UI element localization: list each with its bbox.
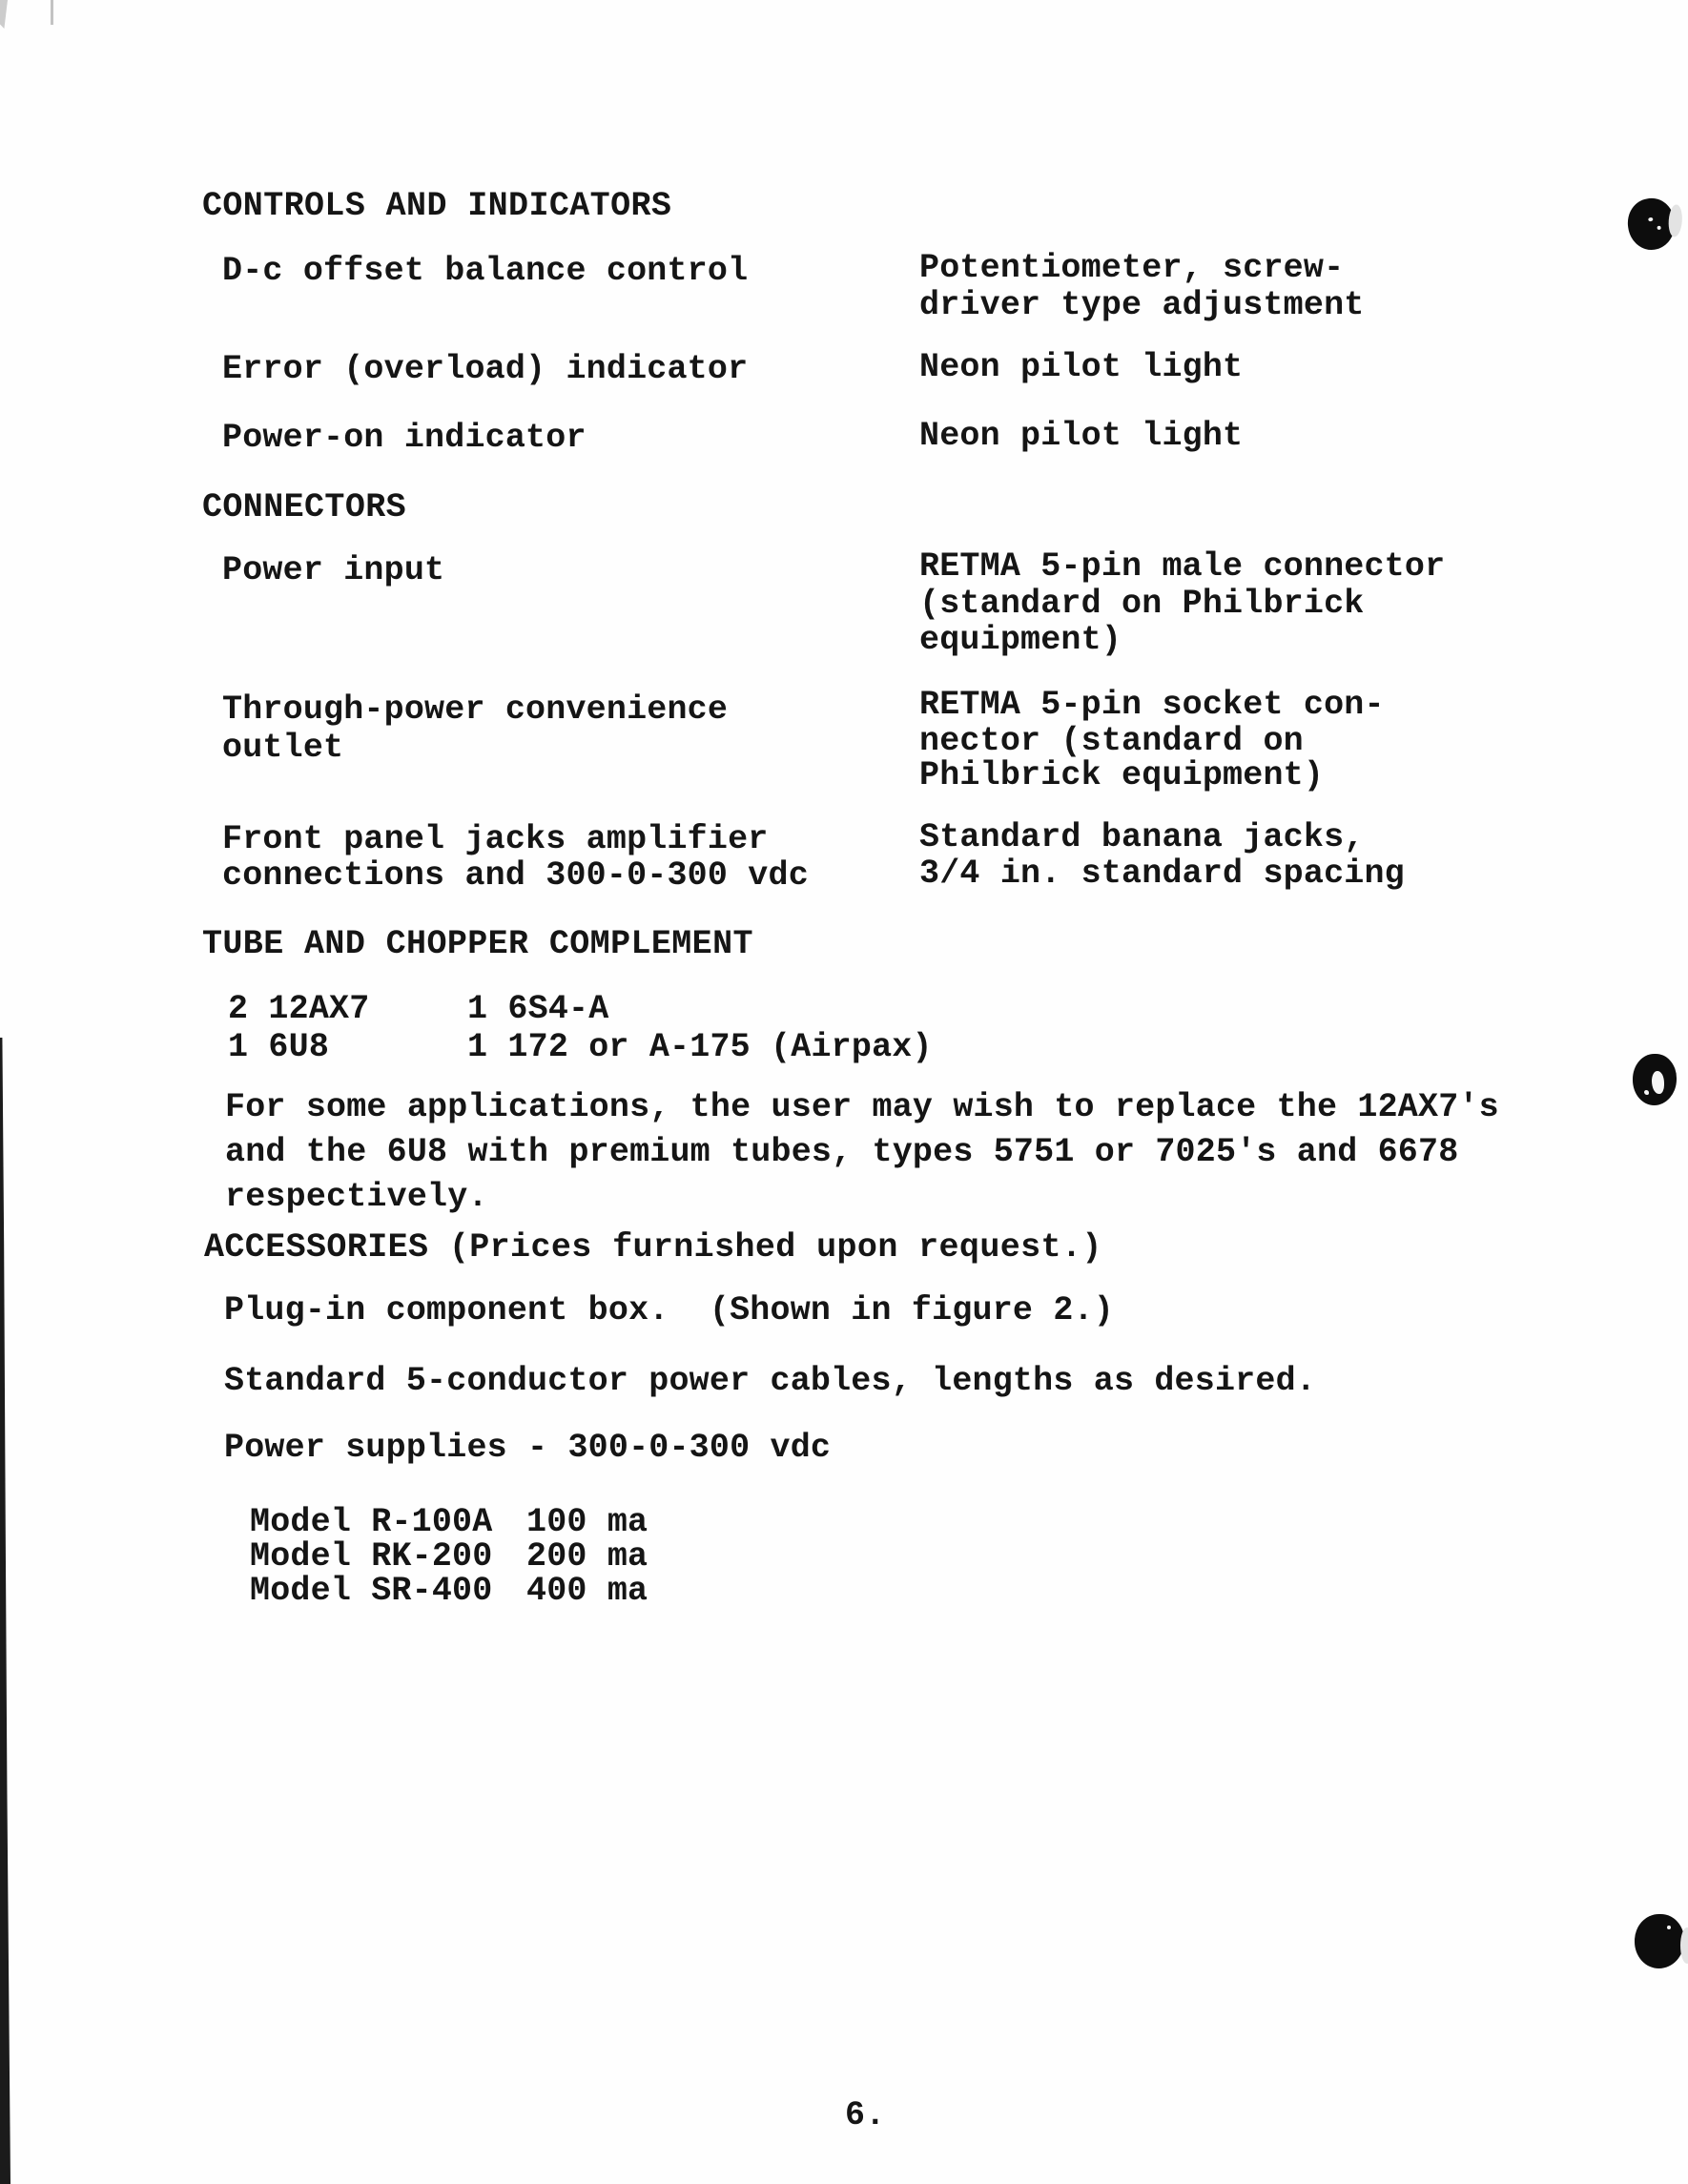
model-name: Model R-100A [250,1503,493,1541]
model-rating: 200 ma [526,1537,648,1576]
spec-description: Neon pilot light [919,417,1244,455]
spec-term: connections and 300-0-300 vdc [222,856,809,895]
note-line: respectively. [225,1178,488,1216]
spec-description: Standard banana jacks, [919,818,1365,856]
spec-description: nector (standard on [919,722,1304,760]
tube-item: 1 172 or A-175 (Airpax) [467,1028,933,1066]
scan-edge-artifact [0,1038,10,2184]
ink-blot-speck [1648,217,1654,222]
model-name: Model RK-200 [250,1537,493,1576]
section-heading-accessories: ACCESSORIES (Prices furnished upon request.) [204,1228,1102,1267]
tube-item: 1 6S4-A [467,990,609,1028]
ink-blot-speck [1657,226,1661,231]
ink-blot-artifact [1635,1914,1684,1968]
spec-description: Neon pilot light [919,348,1244,386]
ink-blot-halo [1680,1927,1688,1964]
section-heading-tubes: TUBE AND CHOPPER COMPLEMENT [202,925,753,963]
spec-description: 3/4 in. standard spacing [919,855,1405,893]
model-name: Model SR-400 [250,1572,493,1610]
spec-description: RETMA 5-pin male connector [919,547,1446,586]
spec-term: D-c offset balance control [222,252,749,290]
accessory-item: Power supplies - 300-0-300 vdc [224,1429,832,1467]
spec-description: driver type adjustment [919,286,1365,324]
tube-item: 2 12AX7 [228,990,370,1028]
note-line: For some applications, the user may wish to replace the 12AX7's [225,1088,1499,1126]
model-rating: 400 ma [526,1572,648,1610]
ink-blot-speck [1667,1926,1671,1929]
spec-term: Through-power convenience [222,690,729,729]
spec-description: (standard on Philbrick [919,585,1365,623]
ink-blot-speck [1652,1071,1664,1094]
section-heading-controls: CONTROLS AND INDICATORS [202,187,672,225]
ink-blot-halo [1668,204,1683,237]
ink-blot-artifact [1624,196,1678,253]
tube-item: 1 6U8 [228,1028,330,1066]
spec-description: RETMA 5-pin socket con- [919,686,1385,724]
accessory-item: Standard 5-conductor power cables, lengths as desired. [224,1362,1316,1400]
spec-description: Potentiometer, screw- [919,249,1345,287]
spec-term: outlet [222,729,344,767]
spec-term: Power input [222,551,445,589]
spec-description: Philbrick equipment) [919,756,1325,794]
note-line: and the 6U8 with premium tubes, types 5751 or 7025's and 6678 [225,1133,1459,1171]
ink-blot-artifact [1633,1054,1677,1105]
spec-term: Power-on indicator [222,419,587,457]
spec-term: Error (overload) indicator [222,350,749,388]
ink-blot-speck [1644,1090,1649,1095]
model-rating: 100 ma [526,1503,648,1541]
page-number: 6. [845,2096,886,2134]
scan-corner-artifact [51,0,53,25]
scan-corner-artifact [0,0,8,29]
spec-description: equipment) [919,621,1122,659]
spec-term: Front panel jacks amplifier [222,820,769,858]
accessory-item: Plug-in component box. (Shown in figure 2.) [224,1291,1114,1329]
section-heading-connectors: CONNECTORS [202,488,407,526]
